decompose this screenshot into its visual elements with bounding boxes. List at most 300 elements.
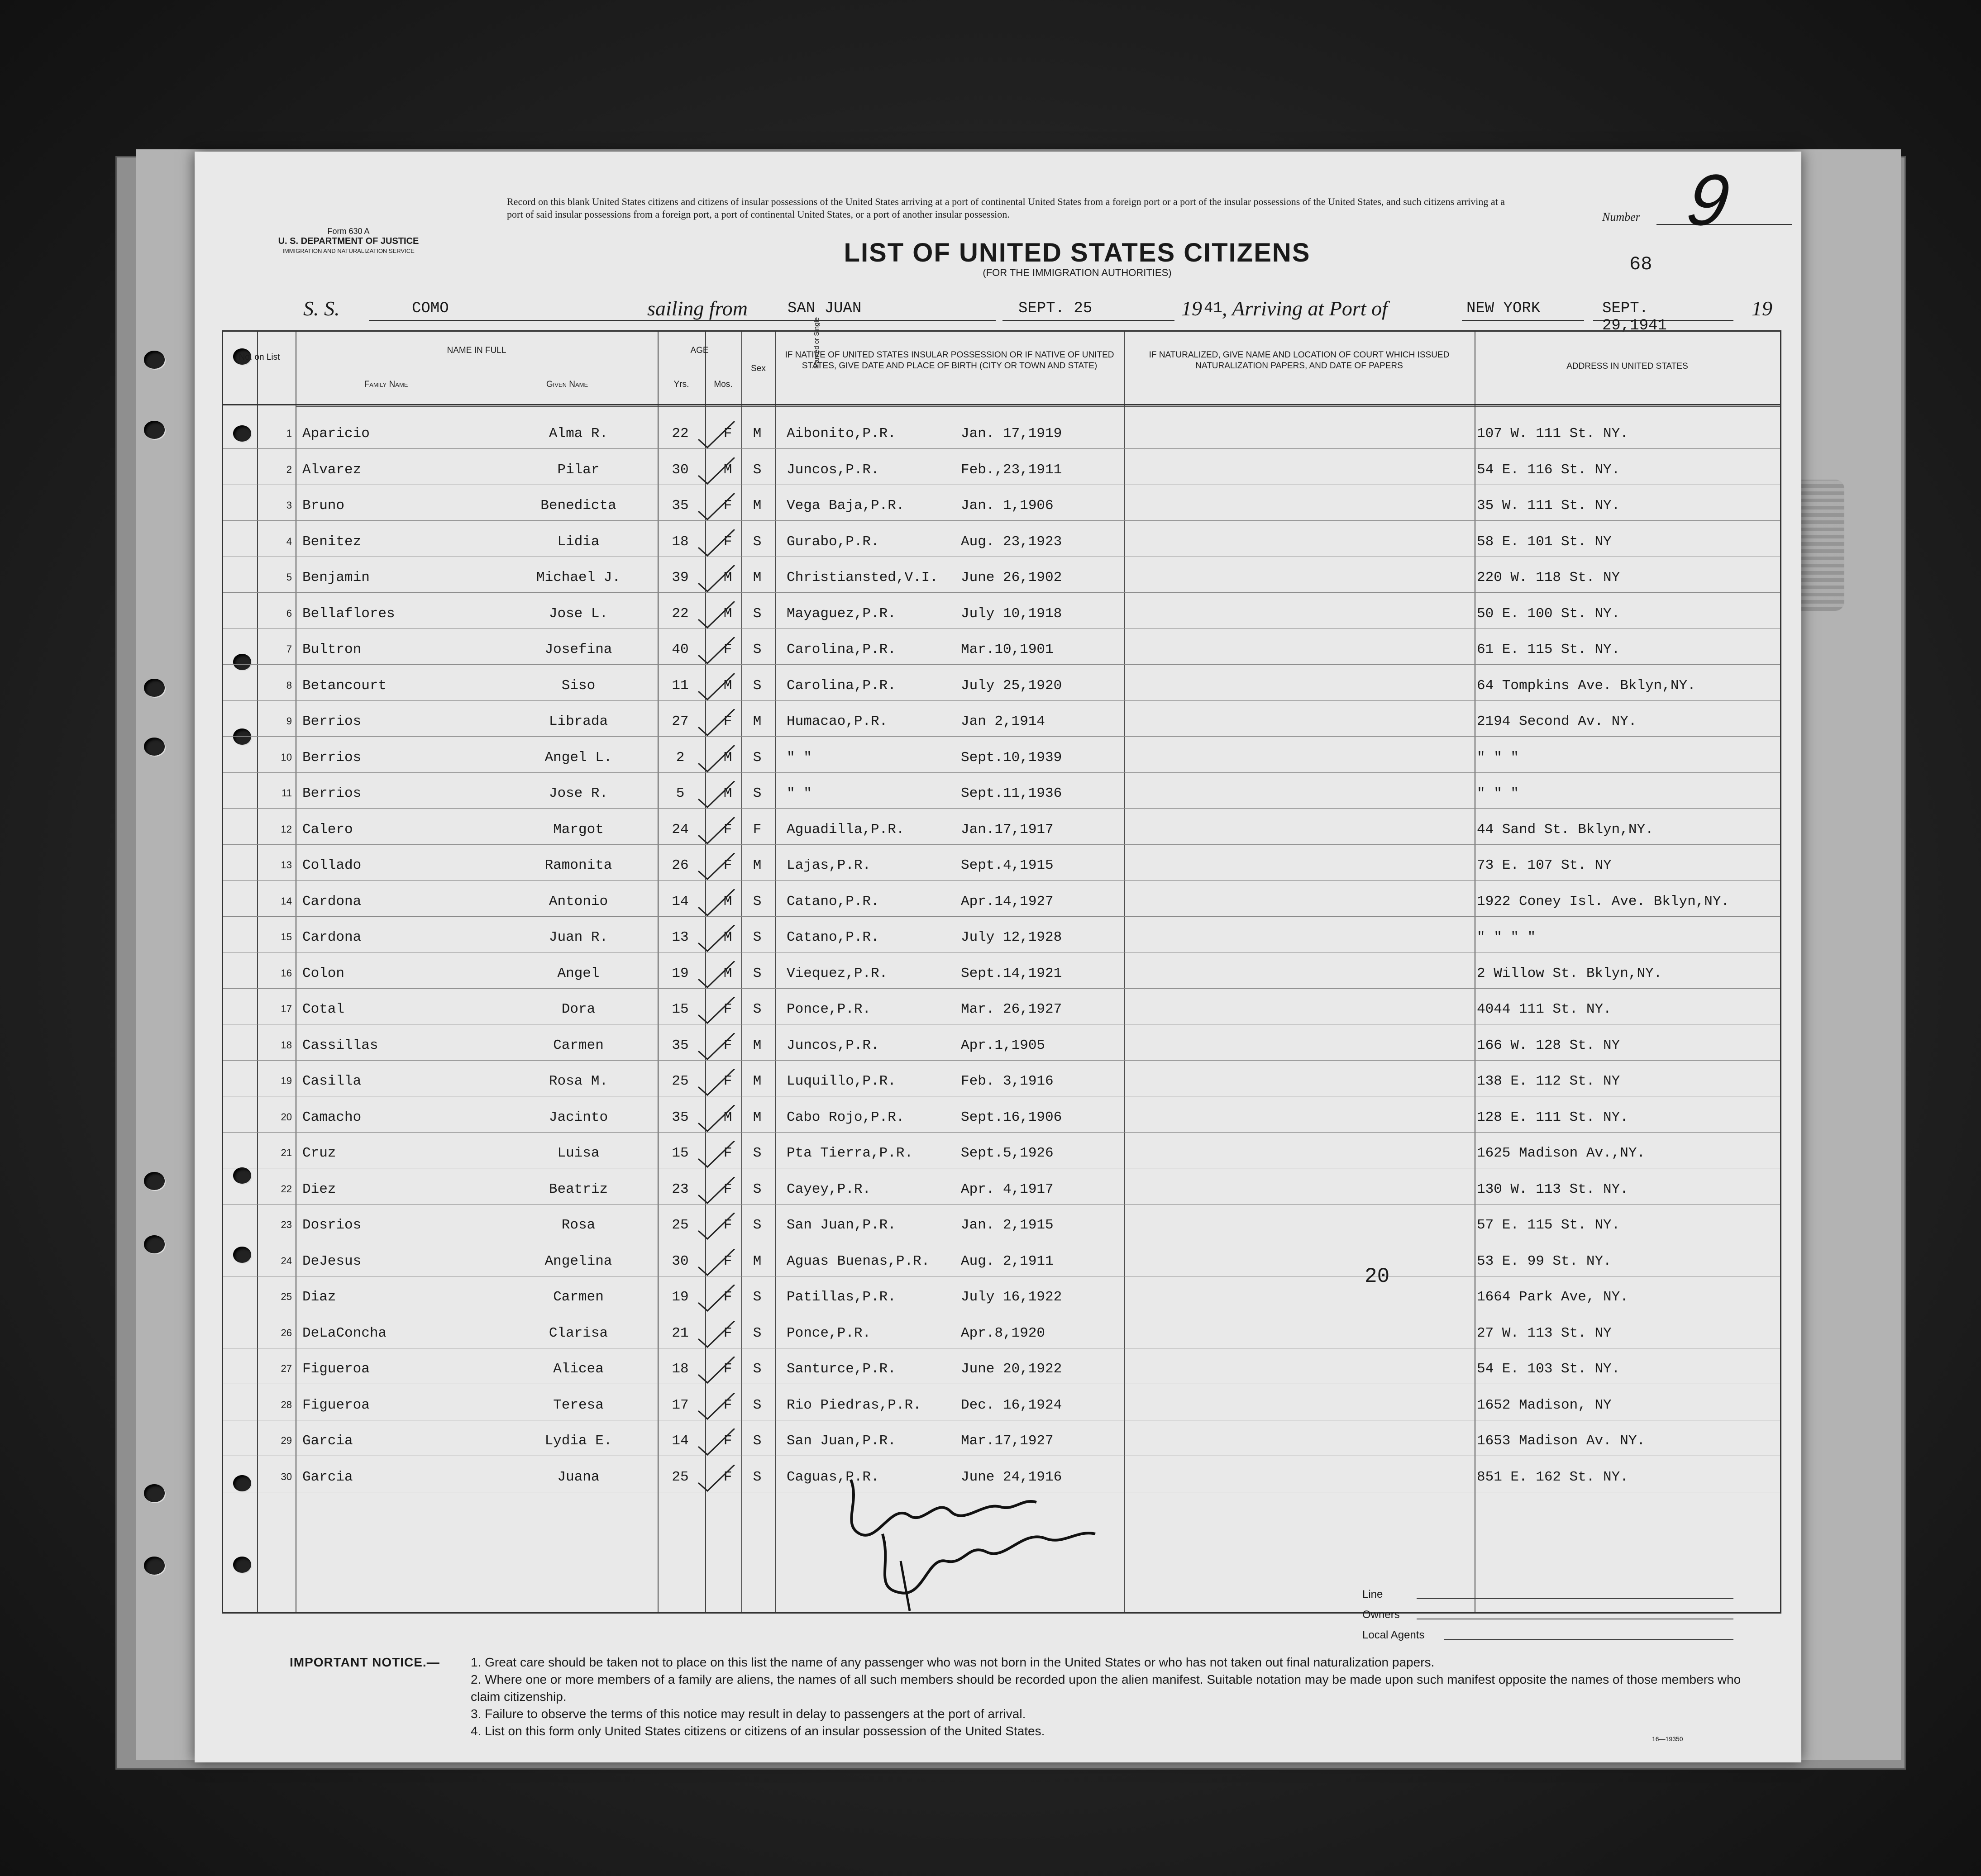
binder-hole xyxy=(144,351,165,369)
given-name: Alma R. xyxy=(549,426,608,442)
us-address: 851 E. 162 St. NY. xyxy=(1477,1469,1628,1485)
age-years: 5 xyxy=(676,786,685,801)
us-address: 1652 Madison, NY xyxy=(1477,1397,1612,1413)
header-family-name: Family Name xyxy=(364,380,408,389)
given-name: Margot xyxy=(553,821,604,838)
line-label: Line xyxy=(1362,1588,1383,1600)
given-name: Siso xyxy=(561,677,596,694)
birth-date: Mar.17,1927 xyxy=(961,1433,1054,1449)
family-name: Camacho xyxy=(302,1109,362,1125)
table-row xyxy=(223,881,1780,917)
family-name: DeLaConcha xyxy=(302,1325,387,1341)
check-mark-icon xyxy=(696,853,737,880)
age-years: 22 xyxy=(672,605,689,622)
sex: F xyxy=(723,1253,732,1269)
family-name: Collado xyxy=(302,857,362,873)
marital-status: S xyxy=(753,1289,762,1305)
printer-mark: 16—19350 xyxy=(1652,1735,1683,1743)
header-married: Married or Single xyxy=(813,317,821,369)
family-name: Cruz xyxy=(302,1145,336,1161)
row-number: 29 xyxy=(281,1435,292,1446)
marital-status: S xyxy=(753,1181,762,1197)
table-row xyxy=(223,1205,1780,1240)
us-address: 53 E. 99 St. NY. xyxy=(1477,1253,1612,1269)
table-row xyxy=(223,1169,1780,1205)
sex: F xyxy=(723,1325,732,1341)
family-name: Aparicio xyxy=(302,426,370,442)
given-name: Angel xyxy=(557,965,600,981)
birth-date: Feb. 3,1916 xyxy=(961,1073,1054,1089)
table-row xyxy=(223,1420,1780,1456)
check-mark-icon xyxy=(696,709,737,736)
us-address: 61 E. 115 St. NY. xyxy=(1477,642,1620,657)
family-name: Cotal xyxy=(302,1001,345,1017)
list-number: 9 xyxy=(1682,159,1734,240)
row-number: 11 xyxy=(282,787,292,799)
birth-date: Apr.1,1905 xyxy=(961,1037,1045,1053)
form-number: Form 630 A xyxy=(327,227,370,236)
family-name: Berrios xyxy=(302,786,362,801)
age-years: 23 xyxy=(672,1181,689,1197)
table-row xyxy=(223,989,1780,1024)
row-number: 2 xyxy=(286,463,292,475)
header-bottom xyxy=(223,404,1780,405)
sex: F xyxy=(723,821,732,838)
birth-date: Jan 2,1914 xyxy=(961,714,1045,729)
age-years: 25 xyxy=(672,1073,689,1089)
family-name: Diaz xyxy=(302,1289,336,1305)
us-address: 128 E. 111 St. NY. xyxy=(1477,1109,1628,1125)
given-name: Angelina xyxy=(544,1253,612,1269)
birthplace: Rio Piedras,P.R. xyxy=(787,1397,921,1413)
year-prefix: 19 xyxy=(1181,297,1202,320)
table-row xyxy=(223,1061,1780,1096)
sex: F xyxy=(723,714,732,729)
marital-status: S xyxy=(753,965,762,981)
row-number: 19 xyxy=(281,1075,292,1086)
us-address: 64 Tompkins Ave. Bklyn,NY. xyxy=(1477,677,1696,694)
birthplace: " " xyxy=(787,786,812,801)
sex: F xyxy=(723,1397,732,1413)
marital-status: S xyxy=(753,1433,762,1449)
marital-status: S xyxy=(753,677,762,694)
check-mark-icon xyxy=(696,673,737,700)
birth-date: Feb.,23,1911 xyxy=(961,462,1062,478)
given-name: Juan R. xyxy=(549,929,608,945)
sex: F xyxy=(723,1469,732,1485)
us-address: 54 E. 116 St. NY. xyxy=(1477,462,1620,478)
us-address: 73 E. 107 St. NY xyxy=(1477,857,1612,873)
binder-hole xyxy=(144,679,165,697)
birth-date: Jan. 17,1919 xyxy=(961,426,1062,442)
form-identifier xyxy=(272,226,425,256)
header-yrs: Yrs. xyxy=(673,380,689,389)
table-row xyxy=(223,557,1780,593)
age-years: 18 xyxy=(672,533,689,550)
marital-status: S xyxy=(753,929,762,945)
marital-status: S xyxy=(753,642,762,657)
row-number: 1 xyxy=(286,428,292,439)
birthplace: Pta Tierra,P.R. xyxy=(787,1145,913,1161)
marital-status: M xyxy=(753,1109,762,1125)
birth-date: July 12,1928 xyxy=(961,929,1062,945)
given-name: Clarisa xyxy=(549,1325,608,1341)
age-years: 14 xyxy=(672,893,689,909)
check-mark-icon xyxy=(696,1285,737,1312)
family-name: Benjamin xyxy=(302,570,370,586)
marital-status: S xyxy=(753,1001,762,1017)
header-name-full: NAME IN FULL xyxy=(447,346,506,355)
us-address: 1922 Coney Isl. Ave. Bklyn,NY. xyxy=(1477,893,1730,909)
marital-status: M xyxy=(753,714,762,729)
agents-block xyxy=(1362,1588,1733,1649)
birthplace: Patillas,P.R. xyxy=(787,1289,896,1305)
birth-date: Sept.4,1915 xyxy=(961,857,1054,873)
family-name: Figueroa xyxy=(302,1397,370,1413)
birth-date: Sept.16,1906 xyxy=(961,1109,1062,1125)
birthplace: Humacao,P.R. xyxy=(787,714,888,729)
birthplace: Cayey,P.R. xyxy=(787,1181,871,1197)
us-address: 107 W. 111 St. NY. xyxy=(1477,426,1628,442)
age-years: 22 xyxy=(672,426,689,442)
arriving-label: , Arriving at Port of xyxy=(1222,297,1388,320)
birth-date: Apr.14,1927 xyxy=(961,893,1054,909)
check-mark-icon xyxy=(696,1069,737,1096)
given-name: Alicea xyxy=(553,1361,604,1377)
row-number: 5 xyxy=(286,571,292,583)
us-address: " " " xyxy=(1477,786,1519,801)
year-suffix: 41 xyxy=(1204,300,1222,317)
family-name: Dosrios xyxy=(302,1217,362,1233)
table-row xyxy=(223,449,1780,485)
header-mos: Mos. xyxy=(714,380,733,389)
given-name: Rosa xyxy=(561,1217,596,1233)
check-mark-icon xyxy=(696,925,737,952)
marital-status: S xyxy=(753,533,762,550)
age-years: 15 xyxy=(672,1145,689,1161)
row-number: 21 xyxy=(281,1147,292,1158)
header-age: AGE xyxy=(690,346,709,355)
row-number: 3 xyxy=(286,500,292,511)
row-number: 23 xyxy=(281,1219,292,1230)
us-address: 1664 Park Ave, NY. xyxy=(1477,1289,1628,1305)
table-row xyxy=(223,593,1780,629)
sex: M xyxy=(723,893,732,909)
row-number: 22 xyxy=(281,1183,292,1195)
check-mark-icon xyxy=(696,493,737,520)
ss-label: S. S. xyxy=(303,297,340,320)
row-number: 6 xyxy=(286,607,292,619)
birth-date: Aug. 23,1923 xyxy=(961,533,1062,550)
family-name: Figueroa xyxy=(302,1361,370,1377)
us-address: " " " " xyxy=(1477,929,1536,945)
binder-hole xyxy=(144,1235,165,1253)
header-naturalized: IF NATURALIZED, GIVE NAME AND LOCATION OF COURT WHICH ISSUED NATURALIZATION PAPERS, AND DATE OF PAPERS xyxy=(1149,350,1450,371)
marital-status: S xyxy=(753,1217,762,1233)
us-address: 138 E. 112 St. NY xyxy=(1477,1073,1620,1089)
family-name: Diez xyxy=(302,1181,336,1197)
marital-status: F xyxy=(753,821,762,838)
age-years: 27 xyxy=(672,714,689,729)
sex: F xyxy=(723,1181,732,1197)
given-name: Carmen xyxy=(553,1037,604,1053)
marital-status: M xyxy=(753,857,762,873)
check-mark-icon xyxy=(696,1213,737,1240)
page-subtitle: (FOR THE IMMIGRATION AUTHORITIES) xyxy=(983,267,1172,278)
row-number: 7 xyxy=(286,643,292,655)
given-name: Pilar xyxy=(557,462,600,478)
given-name: Jose R. xyxy=(549,786,608,801)
header-given-name: Given Name xyxy=(546,380,588,389)
table-row xyxy=(223,1025,1780,1061)
row-number: 24 xyxy=(281,1255,292,1267)
sex: F xyxy=(723,533,732,550)
birthplace: Juncos,P.R. xyxy=(787,462,879,478)
check-mark-icon xyxy=(696,889,737,916)
family-name: Garcia xyxy=(302,1433,353,1449)
sail-date: SEPT. 25 xyxy=(1018,300,1093,317)
marital-status: S xyxy=(753,462,762,478)
birth-date: Apr.8,1920 xyxy=(961,1325,1045,1341)
birthplace: Mayaguez,P.R. xyxy=(787,605,896,622)
birthplace: Aguadilla,P.R. xyxy=(787,821,905,838)
family-name: Berrios xyxy=(302,749,362,766)
age-years: 25 xyxy=(672,1469,689,1485)
row-number: 16 xyxy=(281,967,292,979)
local-agents-label: Local Agents xyxy=(1362,1629,1425,1641)
birth-date: Dec. 16,1924 xyxy=(961,1397,1062,1413)
table-row xyxy=(223,1133,1780,1168)
marital-status: M xyxy=(753,570,762,586)
table-row xyxy=(223,809,1780,845)
birthplace: Christiansted,V.I. xyxy=(787,570,938,586)
ship-name: COMO xyxy=(412,300,449,317)
birth-date: July 25,1920 xyxy=(961,677,1062,694)
age-years: 30 xyxy=(672,1253,689,1269)
birth-date: July 10,1918 xyxy=(961,605,1062,622)
notice-item-2: 2. Where one or more members of a family are aliens, the names of all such members should be recorded upon the alien manifest. Suitable notation may be made upon such manifest opposite the names of those members who claim citizenship. xyxy=(471,1672,1741,1704)
family-name: Colon xyxy=(302,965,345,981)
check-mark-icon xyxy=(696,1393,737,1420)
birth-date: Sept.10,1939 xyxy=(961,749,1062,766)
birthplace: Carolina,P.R. xyxy=(787,642,896,657)
marital-status: S xyxy=(753,1397,762,1413)
form-service: IMMIGRATION AND NATURALIZATION SERVICE xyxy=(282,248,415,254)
birthplace: Viequez,P.R. xyxy=(787,965,888,981)
notice-item-1: 1. Great care should be taken not to place on this list the name of any passenger who was not born in the United States or who has not taken out final naturalization papers. xyxy=(471,1655,1435,1669)
given-name: Lidia xyxy=(557,533,600,550)
row-number: 18 xyxy=(281,1039,292,1051)
table-row xyxy=(223,1241,1780,1276)
us-address: 2194 Second Av. NY. xyxy=(1477,714,1637,729)
table-row xyxy=(223,701,1780,737)
us-address: 130 W. 113 St. NY. xyxy=(1477,1181,1628,1197)
family-name: Berrios xyxy=(302,714,362,729)
age-years: 21 xyxy=(672,1325,689,1341)
arrival-date: SEPT. 29,1941 xyxy=(1602,300,1667,334)
age-years: 13 xyxy=(672,929,689,945)
marital-status: M xyxy=(753,1037,762,1053)
family-name: Betancourt xyxy=(302,677,387,694)
sex: M xyxy=(723,1109,732,1125)
row-number: 10 xyxy=(281,751,292,763)
us-address: 220 W. 118 St. NY xyxy=(1477,570,1620,586)
given-name: Juana xyxy=(557,1469,600,1485)
family-name: Casilla xyxy=(302,1073,362,1089)
us-address: 57 E. 115 St. NY. xyxy=(1477,1217,1620,1233)
marital-status: S xyxy=(753,1325,762,1341)
sex: F xyxy=(723,1037,732,1053)
signature xyxy=(833,1462,1104,1611)
table-row xyxy=(223,1313,1780,1348)
header-native: IF NATIVE OF UNITED STATES INSULAR POSSESSION OR IF NATIVE OF UNITED STATES, GIVE DATE AND PLACE OF BIRTH (CITY OR TOWN AND STATE) xyxy=(785,350,1114,371)
marital-status: S xyxy=(753,1469,762,1485)
us-address: 1653 Madison Av. NY. xyxy=(1477,1433,1646,1449)
family-name: Bruno xyxy=(302,498,345,514)
family-name: Calero xyxy=(302,821,353,838)
family-name: DeJesus xyxy=(302,1253,362,1269)
birth-date: Sept.11,1936 xyxy=(961,786,1062,801)
sex: F xyxy=(723,1361,732,1377)
check-mark-icon xyxy=(696,457,737,485)
birthplace: Catano,P.R. xyxy=(787,893,879,909)
sex: F xyxy=(723,1289,732,1305)
sex: M xyxy=(723,677,732,694)
given-name: Josefina xyxy=(544,642,612,657)
us-address: 50 E. 100 St. NY. xyxy=(1477,605,1620,622)
given-name: Jacinto xyxy=(549,1109,608,1125)
header-address: ADDRESS IN UNITED STATES xyxy=(1566,362,1688,371)
age-years: 35 xyxy=(672,1037,689,1053)
sex: F xyxy=(723,426,732,442)
sex: M xyxy=(723,786,732,801)
form-dept: U. S. DEPARTMENT OF JUSTICE xyxy=(278,236,419,246)
birthplace: Ponce,P.R. xyxy=(787,1325,871,1341)
given-name: Michael J. xyxy=(536,570,621,586)
family-name: Benitez xyxy=(302,533,362,550)
birth-date: Mar. 26,1927 xyxy=(961,1001,1062,1017)
row-number: 8 xyxy=(286,679,292,691)
table-row xyxy=(223,1385,1780,1420)
marital-status: M xyxy=(753,1253,762,1269)
marital-status: S xyxy=(753,749,762,766)
birth-date: Apr. 4,1917 xyxy=(961,1181,1054,1197)
given-name: Librada xyxy=(549,714,608,729)
row-number: 15 xyxy=(281,931,292,943)
given-name: Antonio xyxy=(549,893,608,909)
table-row xyxy=(223,917,1780,952)
sex: M xyxy=(723,605,732,622)
family-name: Cassillas xyxy=(302,1037,378,1053)
page-title: LIST OF UNITED STATES CITIZENS xyxy=(844,238,1311,267)
us-address: " " " xyxy=(1477,749,1519,766)
table-row xyxy=(223,773,1780,809)
age-years: 14 xyxy=(672,1433,689,1449)
sex: F xyxy=(723,498,732,514)
row-number: 20 xyxy=(281,1111,292,1123)
age-years: 18 xyxy=(672,1361,689,1377)
check-mark-icon xyxy=(696,1465,737,1492)
birthplace: Cabo Rojo,P.R. xyxy=(787,1109,905,1125)
check-mark-icon xyxy=(696,421,737,448)
given-name: Lydia E. xyxy=(544,1433,612,1449)
sex: M xyxy=(723,749,732,766)
notice-label: IMPORTANT NOTICE.— xyxy=(290,1655,440,1669)
given-name: Ramonita xyxy=(544,857,612,873)
birth-date: June 20,1922 xyxy=(961,1361,1062,1377)
table-row xyxy=(223,521,1780,557)
us-address: 58 E. 101 St. NY xyxy=(1477,533,1612,550)
sex: F xyxy=(723,642,732,657)
sex: F xyxy=(723,857,732,873)
binder-hole xyxy=(144,1484,165,1502)
birth-date: Aug. 2,1911 xyxy=(961,1253,1054,1269)
number-label: Number xyxy=(1602,210,1640,224)
row-number: 28 xyxy=(281,1399,292,1410)
age-years: 25 xyxy=(672,1217,689,1233)
given-name: Luisa xyxy=(557,1145,600,1161)
notice-item-3: 3. Failure to observe the terms of this notice may result in delay to passengers at the port of arrival. xyxy=(471,1707,1026,1721)
check-mark-icon xyxy=(696,637,737,664)
owners-label: Owners xyxy=(1362,1609,1400,1621)
binder-hole xyxy=(144,1172,165,1190)
arrival-port: NEW YORK xyxy=(1466,300,1541,317)
family-name: Cardona xyxy=(302,929,362,945)
row-number: 13 xyxy=(281,859,292,871)
marital-status: M xyxy=(753,426,762,442)
family-name: Cardona xyxy=(302,893,362,909)
age-years: 40 xyxy=(672,642,689,657)
table-row xyxy=(223,413,1780,449)
birthplace: Gurabo,P.R. xyxy=(787,533,879,550)
birthplace: Luquillo,P.R. xyxy=(787,1073,896,1089)
header-sex: Sex xyxy=(751,364,766,373)
row-number: 26 xyxy=(281,1327,292,1338)
us-address: 166 W. 128 St. NY xyxy=(1477,1037,1620,1053)
year-field: 19 xyxy=(1752,297,1772,320)
row-number: 9 xyxy=(286,715,292,727)
family-name: Bellaflores xyxy=(302,605,395,622)
us-address: 4044 111 St. NY. xyxy=(1477,1001,1612,1017)
binder-hole xyxy=(144,1557,165,1575)
us-address: 1625 Madison Av.,NY. xyxy=(1477,1145,1646,1161)
given-name: Jose L. xyxy=(549,605,608,622)
marital-status: S xyxy=(753,893,762,909)
us-address: 44 Sand St. Bklyn,NY. xyxy=(1477,821,1654,838)
given-name: Teresa xyxy=(553,1397,604,1413)
notice-item-4: 4. List on this form only United States citizens or citizens of an insular possession of the United States. xyxy=(471,1724,1045,1738)
check-mark-icon xyxy=(696,1177,737,1204)
check-mark-icon xyxy=(696,1321,737,1348)
birthplace: Caguas,P.R. xyxy=(787,1469,879,1485)
check-mark-icon xyxy=(696,1249,737,1276)
table-row xyxy=(223,485,1780,521)
sex: M xyxy=(723,570,732,586)
sex: M xyxy=(723,929,732,945)
check-mark-icon xyxy=(696,601,737,629)
age-years: 26 xyxy=(672,857,689,873)
age-years: 35 xyxy=(672,1109,689,1125)
birth-date: June 24,1916 xyxy=(961,1469,1062,1485)
row-number: 14 xyxy=(281,895,292,907)
age-years: 35 xyxy=(672,498,689,514)
row-number: 25 xyxy=(281,1291,292,1302)
sex: F xyxy=(723,1217,732,1233)
row-number: 12 xyxy=(281,823,292,835)
header-no: No. on List xyxy=(239,352,280,362)
birthplace: Catano,P.R. xyxy=(787,929,879,945)
family-name: Bultron xyxy=(302,642,362,657)
